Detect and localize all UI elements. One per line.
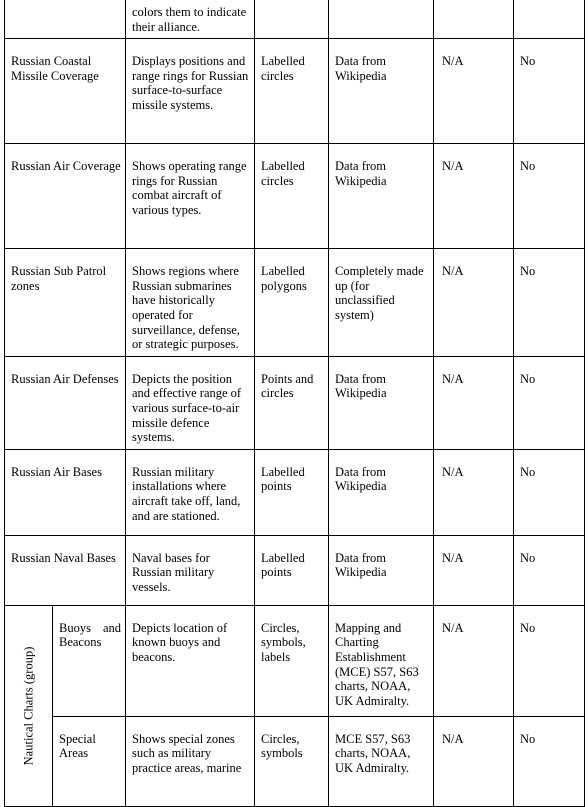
sublayer-name-cell: Special Areas xyxy=(53,716,126,806)
col5-cell: N/A xyxy=(434,449,514,535)
col5-cell xyxy=(434,0,514,39)
layer-name-cell: Russian Air Defenses xyxy=(5,356,126,449)
col5-cell: N/A xyxy=(434,249,514,357)
type-cell: Points and circles xyxy=(255,356,329,449)
group-label-cell xyxy=(5,605,53,806)
description-cell: Shows operating range rings for Russian combat aircraft of various types. xyxy=(126,144,255,249)
description-cell: Shows regions where Russian submarines have historically operated for surveillance, defense, or strategic purposes. xyxy=(126,249,255,357)
col6-cell: No xyxy=(514,535,585,605)
source-cell: Completely made up (for unclassified system) xyxy=(329,249,434,357)
table-row xyxy=(5,39,585,144)
source-cell: Data from Wikipedia xyxy=(329,356,434,449)
col6-cell: No xyxy=(514,449,585,535)
group-label: Nautical Charts (group) xyxy=(21,646,36,766)
description-cell: Depicts location of known buoys and beacons. xyxy=(126,605,255,716)
type-cell xyxy=(255,0,329,39)
layer-name-cell: Russian Air Bases xyxy=(5,449,126,535)
source-cell: MCE S57, S63 charts, NOAA, UK Admiralty. xyxy=(329,716,434,806)
col6-cell: No xyxy=(514,39,585,144)
layer-name-cell: Russian Air Coverage xyxy=(5,144,126,249)
table-row xyxy=(5,605,585,716)
table-row xyxy=(5,356,585,449)
col6-cell: No xyxy=(514,716,585,806)
source-cell: Data from Wikipedia xyxy=(329,449,434,535)
source-cell: Data from Wikipedia xyxy=(329,39,434,144)
table-row xyxy=(5,449,585,535)
col5-cell: N/A xyxy=(434,39,514,144)
col6-cell: No xyxy=(514,356,585,449)
source-cell: Data from Wikipedia xyxy=(329,535,434,605)
description-cell: Depicts the position and effective range of various surface-to-air missile defence systems. xyxy=(126,356,255,449)
layers-table xyxy=(4,0,585,807)
col5-cell: N/A xyxy=(434,356,514,449)
layer-name-cell xyxy=(5,0,126,39)
col6-cell: No xyxy=(514,249,585,357)
col5-cell: N/A xyxy=(434,144,514,249)
layer-name-cell: Russian Coastal Missile Coverage xyxy=(5,39,126,144)
col5-cell: N/A xyxy=(434,535,514,605)
type-cell: Circles, symbols, labels xyxy=(255,605,329,716)
col6-cell: No xyxy=(514,605,585,716)
table-row xyxy=(5,716,585,806)
type-cell: Labelled points xyxy=(255,449,329,535)
col6-cell: No xyxy=(514,144,585,249)
sublayer-name-line: Beacons xyxy=(59,635,102,650)
table-row xyxy=(5,535,585,605)
layer-name-cell: Russian Naval Bases xyxy=(5,535,126,605)
source-cell xyxy=(329,0,434,39)
description-cell: Russian military installations where aircraft take off, land, and are stationed. xyxy=(126,449,255,535)
type-cell: Labelled circles xyxy=(255,144,329,249)
source-cell: Mapping and Charting Establishment (MCE) S57, S63 charts, NOAA, UK Admiralty. xyxy=(329,605,434,716)
table-row xyxy=(5,249,585,357)
table-row xyxy=(5,0,585,39)
description-cell: Shows special zones such as military practice areas, marine xyxy=(126,716,255,806)
layer-name-cell: Russian Sub Patrol zones xyxy=(5,249,126,357)
description-cell: Naval bases for Russian military vessels. xyxy=(126,535,255,605)
sublayer-name-line: Buoys and xyxy=(59,620,121,635)
sublayer-name-cell xyxy=(53,605,126,716)
col6-cell xyxy=(514,0,585,39)
source-cell: Data from Wikipedia xyxy=(329,144,434,249)
col5-cell: N/A xyxy=(434,716,514,806)
type-cell: Labelled polygons xyxy=(255,249,329,357)
description-cell: Displays positions and range rings for Russian surface-to-surface missile systems. xyxy=(126,39,255,144)
type-cell: Circles, symbols xyxy=(255,716,329,806)
type-cell: Labelled points xyxy=(255,535,329,605)
col5-cell: N/A xyxy=(434,605,514,716)
type-cell: Labelled circles xyxy=(255,39,329,144)
table-row xyxy=(5,144,585,249)
description-cell: colors them to indicate their alliance. xyxy=(126,0,255,39)
